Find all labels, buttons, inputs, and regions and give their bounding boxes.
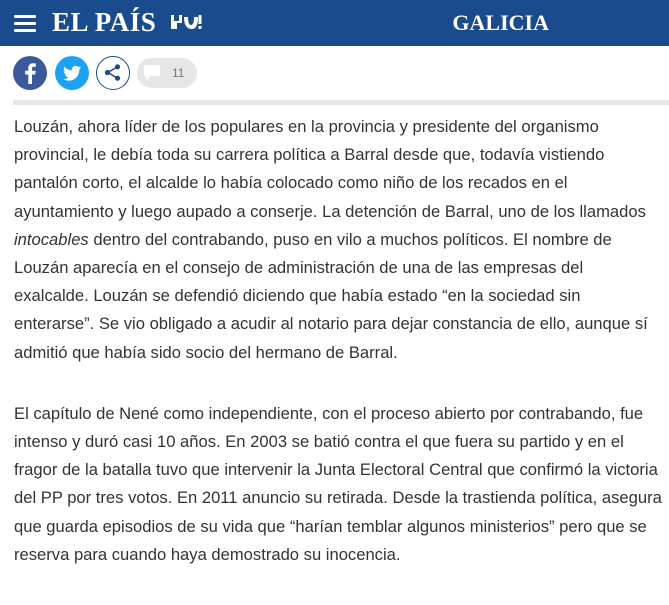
brand-logo[interactable]: EL PAÍS	[52, 7, 157, 37]
article-paragraph: El capítulo de Nené como independiente, con el proceso abierto por contrabando, fue intenso y duró casi 10 años. En 2003 se batió contra el que fuera su partido y en el fragor de la batalla tuvo que intervenir la Junta Electoral Central que confirmó la victoria del PP por tres votos. En 2011 anuncio su retirada. Desde la trastienda política, asegura que guarda episodios de su vida que “harían temblar algunos ministerios” pero que se reserva para cuando haya demostrado su inocencia.	[14, 403, 662, 564]
comment-count: 11	[172, 66, 185, 80]
menu-icon[interactable]	[14, 13, 36, 33]
twitter-icon	[55, 56, 89, 90]
share-button[interactable]	[96, 56, 130, 90]
facebook-icon	[13, 56, 47, 90]
paragraph-text: dentro del contrabando, puso en vilo a muchos políticos. El nombre de Louzán aparecía en el consejo de administración de una de las empresas del exalcalde. Louzán se defendió diciendo que había estado “en la sociedad sin enterarse”. Se vio obligado a acudir al notario para dejar constancia de ello, aunque sí admitió que había sido socio del hermano de Barral.	[14, 229, 648, 362]
article-body	[14, 113, 662, 602]
share-toolbar	[0, 46, 669, 104]
comment-icon	[139, 58, 169, 88]
twitter-share-button[interactable]	[55, 56, 89, 90]
top-navigation-bar	[0, 0, 669, 46]
brand-logo-icon	[168, 11, 202, 33]
paragraph-text: Louzán, ahora líder de los populares en la provincia y presidente del organismo provincial, le debía toda su carrera política a Barral desde que, todavía vistiendo pantalón corto, el alcalde lo había colocado como niño de los recados en el ayuntamiento y luego aupado a conserje. La detención de Barral, uno de los llamados	[14, 117, 646, 221]
share-icon	[97, 57, 128, 88]
emphasis-text: intocables	[14, 229, 89, 249]
comments-button[interactable]	[137, 58, 197, 88]
article-paragraph	[14, 113, 662, 367]
section-title[interactable]: GALICIA	[452, 10, 549, 35]
facebook-share-button[interactable]	[13, 56, 47, 90]
divider	[13, 100, 669, 105]
